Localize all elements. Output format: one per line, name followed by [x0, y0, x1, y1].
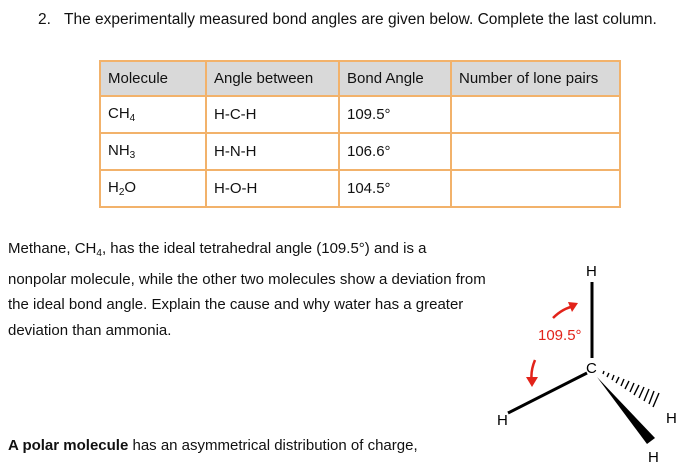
cell-molecule: $H_2O$	[100, 170, 206, 207]
header-bond-angle: Bond Angle	[339, 61, 451, 96]
angle-arrow-down	[526, 360, 538, 387]
atom-left: H	[497, 412, 508, 429]
methane-structure-diagram	[480, 240, 690, 464]
table-row	[100, 170, 620, 207]
angle-arrow-up	[553, 302, 578, 318]
hashed-wedge-bond	[603, 371, 659, 407]
atom-top: H	[586, 263, 597, 280]
bond-angle-table	[99, 60, 621, 208]
explanation-paragraph: Methane, $CH_4$, has the ideal tetrahedral angle (109.5°) and is a nonpolar molecule, while the other two molecules show a deviation from the ideal bond angle. Explain the cause and why water has a greater deviation than ammonia.	[8, 240, 486, 339]
atom-bottom: H	[648, 449, 659, 464]
atom-center: C	[586, 360, 597, 377]
cell-molecule: $CH_4$	[100, 96, 206, 133]
polar-definition: A polar molecule has an asymmetrical distribution of charge,	[8, 437, 418, 454]
question-text	[38, 11, 657, 29]
table-header-row	[100, 61, 620, 96]
header-molecule: Molecule	[100, 61, 206, 96]
cell-bond-angle: 109.5°	[339, 96, 451, 133]
atom-right: H	[666, 410, 677, 427]
cell-bond-angle: 104.5°	[339, 170, 451, 207]
cell-lone-pairs[interactable]	[451, 170, 620, 207]
question-prompt: The experimentally measured bond angles are given below. Complete the last column.	[64, 11, 657, 28]
cell-molecule: $NH_3$	[100, 133, 206, 170]
cell-bond-angle: 106.6°	[339, 133, 451, 170]
angle-label: 109.5°	[538, 327, 582, 344]
table-row	[100, 96, 620, 133]
question-number: 2.	[38, 11, 51, 28]
header-angle-between: Angle between	[206, 61, 339, 96]
cell-lone-pairs[interactable]	[451, 96, 620, 133]
cell-angle-between: H-O-H	[206, 170, 339, 207]
cell-angle-between: H-N-H	[206, 133, 339, 170]
header-lone-pairs: Number of lone pairs	[451, 61, 620, 96]
table-row	[100, 133, 620, 170]
polar-term: A polar molecule	[8, 437, 129, 454]
cell-lone-pairs[interactable]	[451, 133, 620, 170]
bond-left	[508, 373, 587, 413]
cell-angle-between: H-C-H	[206, 96, 339, 133]
